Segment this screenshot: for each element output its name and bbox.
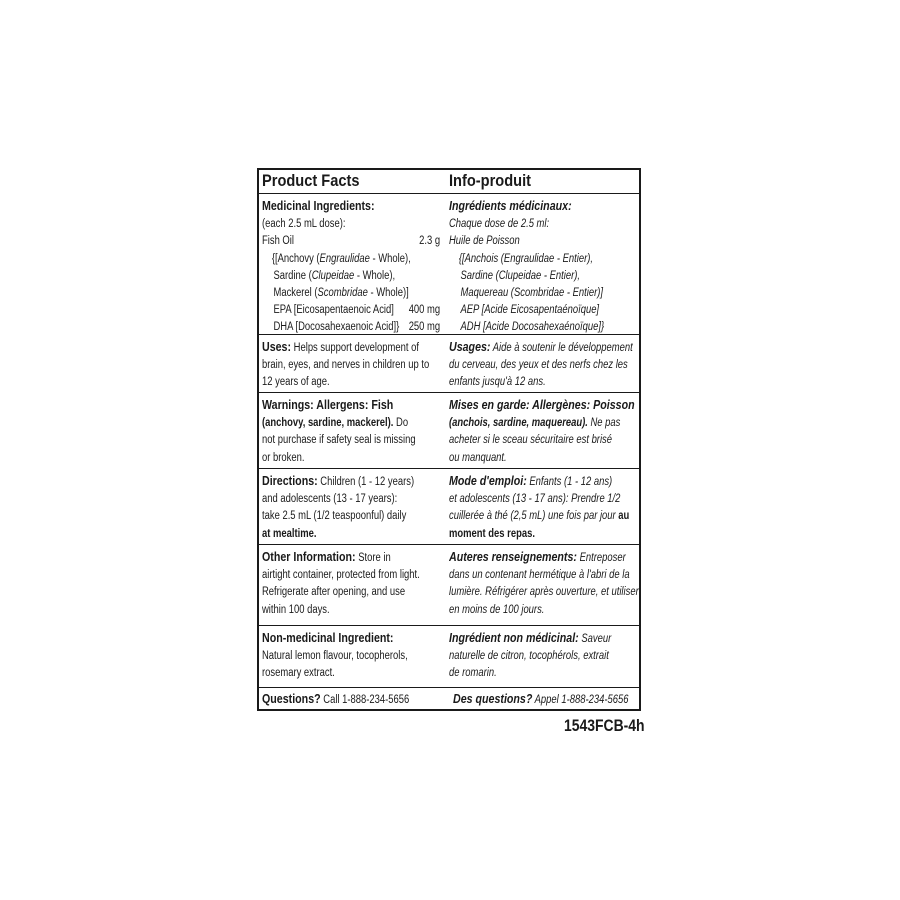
non-medicinal-row: Non-medicinal Ingredient: Natural lemon flavour, tocopherols, rosemary extract. Ingrédient non médicinal: Saveur naturelle de citron, tocophérols, extrait de romarin. [259,626,639,688]
fish-oil-amount: 2.3 g [419,235,441,248]
dose-text: (each 2.5 mL dose): [262,218,346,231]
product-facts-panel [257,168,641,711]
info-produit-title: Info-produit [449,171,532,190]
des-questions-heading: Des questions? [453,691,533,706]
source-sardine-fr: Sardine (Clupeidae - Entier), [460,269,580,282]
ingredients-medicinaux-heading: Ingrédients médicinaux: [449,198,572,213]
fish-oil-line: Fish Oil 2.3 g [262,233,445,250]
uses-row: Uses: Helps support development of brain, eyes, and nerves in children up to 12 years of age. Usages: Aide à soutenir le développement du cerveau, des yeux et des nerfs chez les enfants jusqu'à 12 ans. [259,335,639,393]
dha-line-fr: ADH [Acide Docosahexaénoïque]} [460,321,605,334]
source-sardine: Sardine (Clupeidae - Whole), [273,269,396,282]
questions-phone: Call 1-888-234-5656 [320,694,410,706]
source-anchovy-fr: {[Anchois (Engraulidae - Entier), [458,252,594,265]
source-mackerel-fr: Maquereau (Scombridae - Entier)] [460,287,604,300]
other-information-row: Other Information: Store in airtight container, protected from light. Refrigerate after opening, and use within 100 days. Auteres renseignements: Entreposer dans un contenant hermétique à l'abri de la lumière. Réfrigérer après ouverture, et utiliser en moins de 100 jours. [259,545,639,626]
warnings-row: Warnings: Allergens: Fish (anchovy, sardine, mackerel). Do not purchase if safety seal is missing or broken. Mises en garde: Allergènes: Poisson (anchois, sardine, maquereau). Ne pas acheter si le sceau sécuritaire est brisé ou manquant. [259,393,639,469]
other-information-heading: Other Information: [262,549,356,564]
mode-emploi-heading: Mode d'emploi: [449,473,527,488]
header-row [259,170,639,194]
product-code: 1543FCB-4h [564,716,645,735]
fish-oil-line-fr: Huile de Poisson [449,235,520,248]
source-mackerel: Mackerel (Scombridae - Whole)] [273,287,409,300]
source-anchovy: {[Anchovy (Engraulidae - Whole), [271,252,411,265]
medicinal-ingredients-row [259,194,639,335]
questions-row [259,688,639,709]
dha-line: DHA [Docosahexaenoic Acid]} 250 mg [273,321,441,334]
product-facts-title: Product Facts [262,171,360,190]
epa-line-fr: AEP [Acide Eicosapentaénoïque] [460,304,600,317]
non-medicinal-heading: Non-medicinal Ingredient: [262,630,394,645]
mises-en-garde-heading: Mises en garde: Allergènes: Poisson [449,397,635,412]
dose-text-fr: Chaque dose de 2.5 ml: [449,218,550,231]
non-medicinal-heading-fr: Ingrédient non médicinal: [449,630,579,645]
usages-heading: Usages: [449,339,491,354]
questions-heading: Questions? [262,691,321,706]
uses-heading: Uses: [262,339,292,354]
autres-renseignements-heading: Auteres renseignements: [449,549,577,564]
directions-heading: Directions: [262,473,318,488]
warnings-heading: Warnings: Allergens: Fish [262,397,394,412]
epa-line: EPA [Eicosapentaenoic Acid] 400 mg [273,304,441,317]
questions-phone-fr: Appel 1-888-234-5656 [532,694,629,706]
directions-row: Directions: Children (1 - 12 years) and adolescents (13 - 17 years): take 2.5 mL (1/2 teaspoonful) daily at mealtime. Mode d'emploi: Enfants (1 - 12 ans) et adolescents (13 - 17 ans): Prendre 1/2 cuillerée à thé (2,5 mL) une fois par jour au moment des repas. [259,469,639,545]
medicinal-ingredients-heading: Medicinal Ingredients: [262,198,375,213]
